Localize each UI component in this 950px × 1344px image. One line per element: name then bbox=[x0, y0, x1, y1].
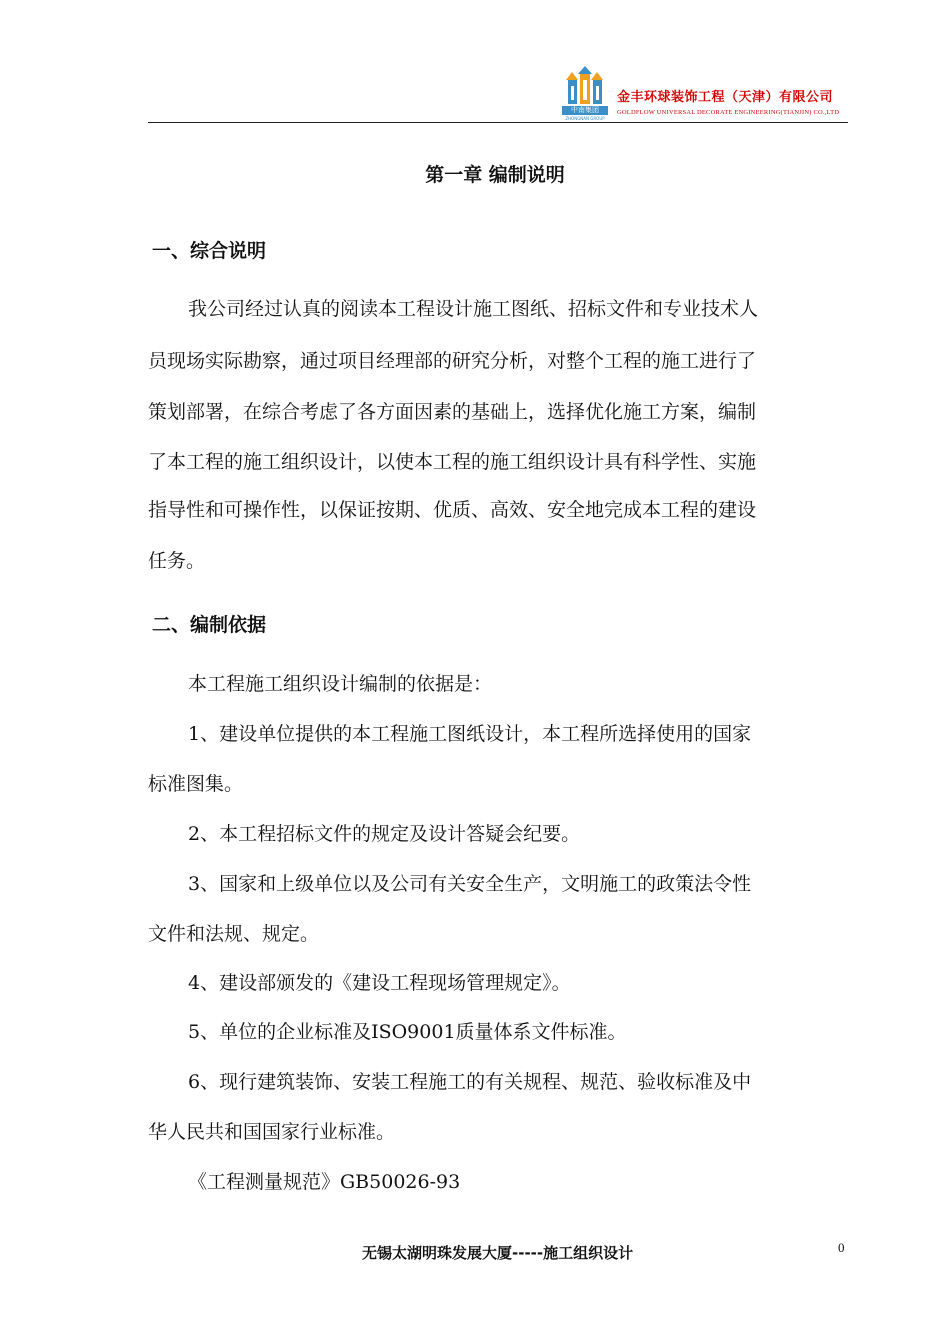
logo-cn-label: 中南集团 bbox=[562, 106, 608, 115]
list-item: 1、建设单位提供的本工程施工图纸设计，本工程所选择使用的国家 bbox=[188, 723, 752, 745]
list-item-continuation: 文件和法规、规定。 bbox=[148, 923, 320, 945]
section-heading-basis: 二、编制依据 bbox=[152, 614, 267, 636]
header-divider bbox=[148, 122, 848, 123]
paragraph-line: 本工程施工组织设计编制的依据是： bbox=[188, 673, 493, 695]
list-item: 5、单位的企业标准及ISO9001质量体系文件标准。 bbox=[188, 1021, 627, 1043]
list-item-continuation: 标准图集。 bbox=[148, 773, 244, 795]
list-item: 6、现行建筑装饰、安装工程施工的有关规程、规范、验收标准及中 bbox=[188, 1071, 752, 1093]
list-item: 2、本工程招标文件的规定及设计答疑会纪要。 bbox=[188, 823, 581, 845]
section-heading-overview: 一、综合说明 bbox=[152, 240, 267, 262]
paragraph-line: 指导性和可操作性，以保证按期、优质、高效、安全地完成本工程的建设 bbox=[148, 499, 757, 521]
company-logo bbox=[562, 66, 608, 124]
paragraph-line: 了本工程的施工组织设计，以使本工程的施工组织设计具有科学性、实施 bbox=[148, 451, 757, 473]
paragraph-line: 员现场实际勘察，通过项目经理部的研究分析，对整个工程的施工进行了 bbox=[148, 350, 757, 372]
paragraph-line: 我公司经过认真的阅读本工程设计施工图纸、招标文件和专业技术人 bbox=[188, 298, 759, 320]
standard-reference: 《工程测量规范》GB50026-93 bbox=[188, 1171, 461, 1193]
list-item-continuation: 华人民共和国国家行业标准。 bbox=[148, 1121, 396, 1143]
footer-title: 无锡太湖明珠发展大厦-----施工组织设计 bbox=[362, 1244, 634, 1262]
page-number: 0 bbox=[838, 1240, 845, 1255]
list-item: 4、建设部颁发的《建设工程现场管理规定》。 bbox=[188, 972, 571, 994]
logo-en-label: ZHONGNAN GROUP bbox=[565, 116, 605, 121]
logo-icon bbox=[562, 66, 608, 106]
paragraph-line: 策划部署，在综合考虑了各方面因素的基础上，选择优化施工方案，编制 bbox=[148, 401, 757, 423]
chapter-title: 第一章 编制说明 bbox=[425, 164, 565, 186]
list-item: 3、国家和上级单位以及公司有关安全生产，文明施工的政策法令性 bbox=[188, 873, 752, 895]
company-name-en: GOLDFLOW UNIVERSAL DECORATE ENGINEERING(TIANJIN) CO.,LTD bbox=[617, 109, 840, 116]
company-name-cn: 金丰环球装饰工程（天津）有限公司 bbox=[617, 90, 834, 105]
paragraph-line: 任务。 bbox=[148, 550, 206, 572]
page-header bbox=[0, 0, 950, 130]
